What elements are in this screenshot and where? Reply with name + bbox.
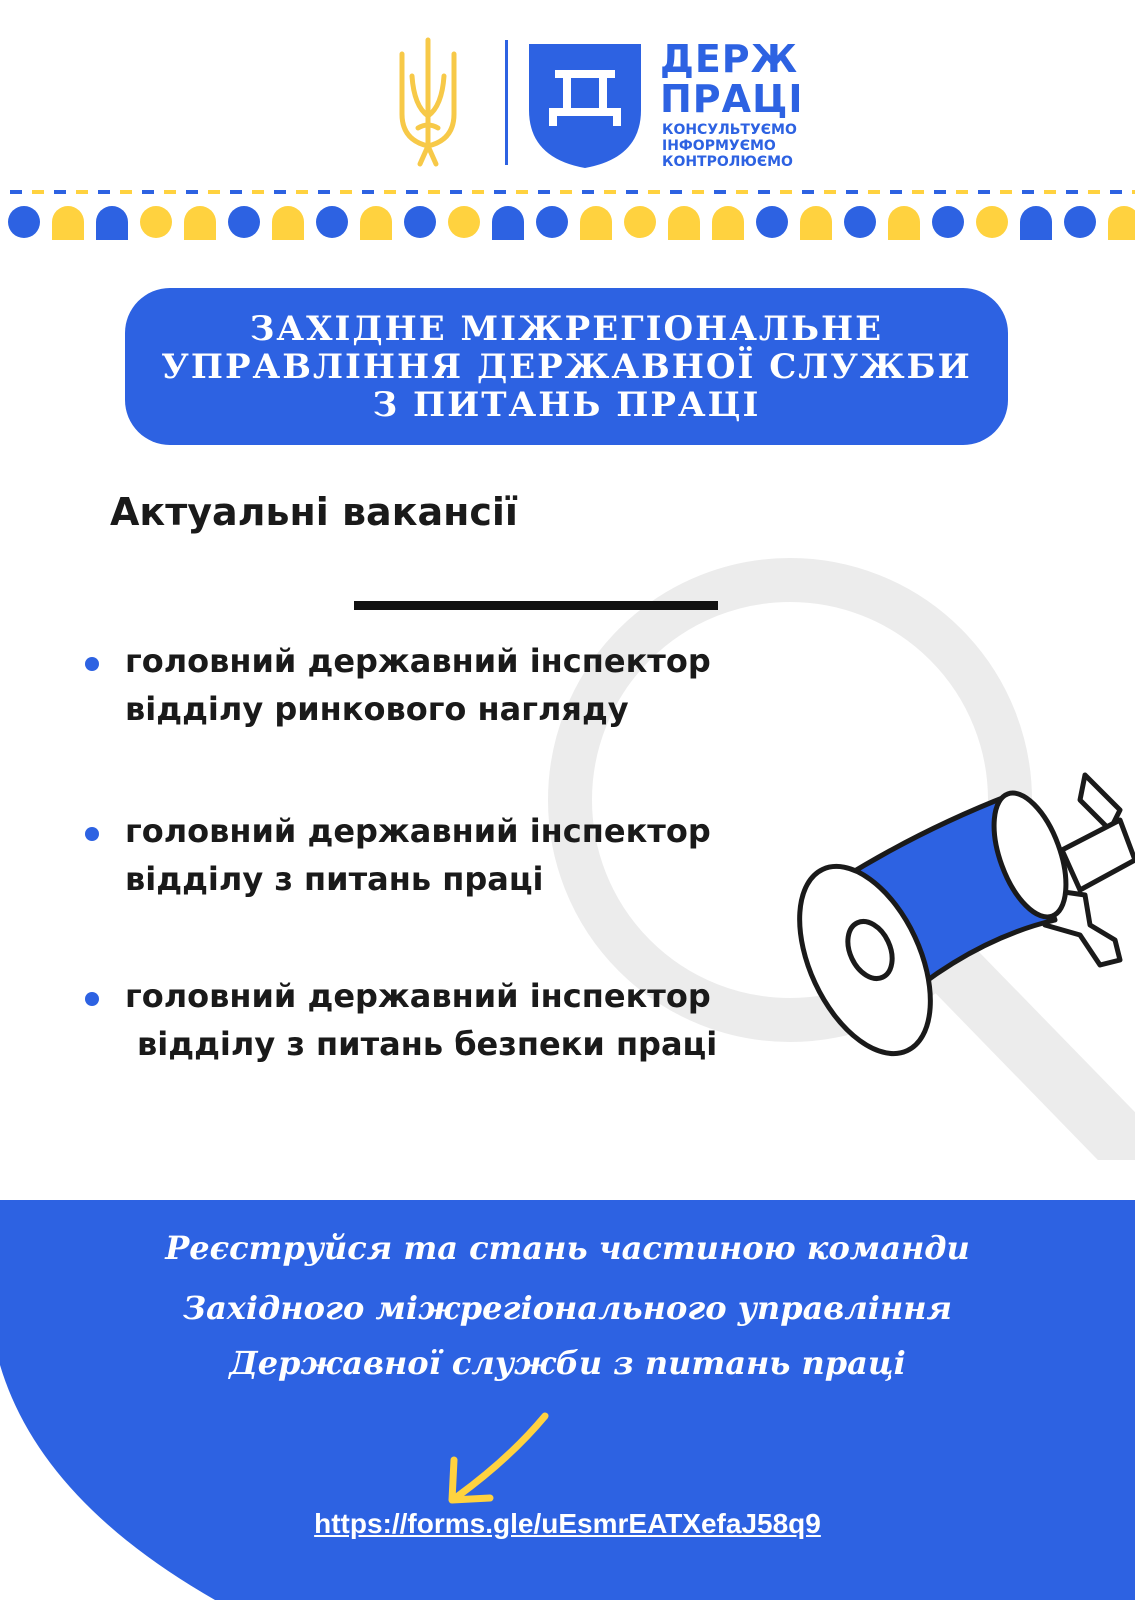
ornament-dash bbox=[10, 190, 22, 194]
ornament-dash bbox=[1000, 190, 1012, 194]
ornament-dash bbox=[494, 190, 506, 194]
ornament-dash bbox=[890, 190, 902, 194]
slogan-line: ІНФОРМУЄМО bbox=[662, 138, 776, 154]
ornament-dash bbox=[450, 190, 462, 194]
ornament-dash bbox=[824, 190, 836, 194]
ornament-shape bbox=[492, 206, 524, 240]
ornament-shape bbox=[1020, 206, 1052, 240]
ornament-dash bbox=[780, 190, 792, 194]
arrow-down-left-icon bbox=[440, 1408, 560, 1508]
ornament-dash bbox=[802, 190, 814, 194]
title-line: З ПИТАНЬ ПРАЦІ bbox=[372, 384, 761, 425]
ornament-dash bbox=[846, 190, 858, 194]
ornament-shape bbox=[536, 206, 568, 238]
ornament-shape bbox=[712, 206, 744, 240]
ornament-dash bbox=[362, 190, 374, 194]
vacancy-title: головний державний інспектор bbox=[125, 642, 711, 680]
ornament-dash bbox=[208, 190, 220, 194]
vacancy-department: відділу з питань праці bbox=[125, 860, 544, 898]
bullet-dot-icon bbox=[85, 657, 99, 671]
brand-name-line-1: ДЕРЖ bbox=[660, 37, 799, 81]
ornament-dash bbox=[648, 190, 660, 194]
title-banner bbox=[125, 288, 1008, 445]
ornament-shape bbox=[800, 206, 832, 240]
ornament-dash bbox=[692, 190, 704, 194]
subtitle: Актуальні вакансії bbox=[110, 490, 518, 534]
ornament-dash bbox=[1088, 190, 1100, 194]
ornament-dash bbox=[274, 190, 286, 194]
ornament-shape bbox=[1064, 206, 1096, 238]
ornament-dash bbox=[868, 190, 880, 194]
ornament-shape bbox=[272, 206, 304, 240]
ornament-shape bbox=[404, 206, 436, 238]
brand-name-line-2: ПРАЦІ bbox=[660, 77, 804, 121]
ornament-dash bbox=[472, 190, 484, 194]
bullet-dot-icon bbox=[85, 992, 99, 1006]
ornament-dash bbox=[758, 190, 770, 194]
title-line: ЗАХІДНЕ МІЖРЕГІОНАЛЬНЕ bbox=[249, 308, 884, 349]
ornament-dash bbox=[406, 190, 418, 194]
vacancy-department: відділу з питань безпеки праці bbox=[137, 1025, 718, 1063]
ornament-shape bbox=[316, 206, 348, 238]
ornament-dash bbox=[978, 190, 990, 194]
vacancy-department: відділу ринкового нагляду bbox=[125, 690, 629, 728]
slogan-line: КОНСУЛЬТУЄМО bbox=[662, 122, 797, 138]
ornament-dash bbox=[142, 190, 154, 194]
ornament-shape bbox=[756, 206, 788, 238]
ornament-dash bbox=[736, 190, 748, 194]
megaphone-icon bbox=[780, 760, 1135, 1090]
ornament-dash bbox=[98, 190, 110, 194]
ornament-dash bbox=[934, 190, 946, 194]
ornament-dash bbox=[120, 190, 132, 194]
ornament-shape bbox=[844, 206, 876, 238]
ornament-dash bbox=[956, 190, 968, 194]
ornament-shape bbox=[580, 206, 612, 240]
ornament-dash bbox=[296, 190, 308, 194]
ornament-shape bbox=[668, 206, 700, 240]
vacancy-title: головний державний інспектор bbox=[125, 812, 711, 850]
ornament-shape bbox=[96, 206, 128, 240]
slogan-line: КОНТРОЛЮЄМО bbox=[662, 154, 793, 170]
ornament-dash bbox=[516, 190, 528, 194]
ornament-dash bbox=[560, 190, 572, 194]
subtitle-underline bbox=[354, 601, 718, 610]
cta-line: Реєструйся та стань частиною команди bbox=[165, 1229, 970, 1267]
ornament-dash bbox=[318, 190, 330, 194]
registration-form-link[interactable]: https://forms.gle/uEsmrEATXefaJ58q9 bbox=[314, 1508, 821, 1539]
ornament-shape bbox=[228, 206, 260, 238]
ornament-shape bbox=[52, 206, 84, 240]
ornament-dash bbox=[538, 190, 550, 194]
ornament-dash bbox=[428, 190, 440, 194]
ornament-shape bbox=[976, 206, 1008, 238]
ornament-shape bbox=[1108, 206, 1135, 240]
ornament-dash bbox=[164, 190, 176, 194]
ornament-dash bbox=[340, 190, 352, 194]
ornament-dash bbox=[670, 190, 682, 194]
ornament-dash bbox=[1044, 190, 1056, 194]
ornament-dash bbox=[912, 190, 924, 194]
ornament-dash bbox=[1066, 190, 1078, 194]
title-line: УПРАВЛІННЯ ДЕРЖАВНОЇ СЛУЖБИ bbox=[161, 346, 972, 387]
logo-divider bbox=[505, 40, 508, 165]
ornament-shape bbox=[140, 206, 172, 238]
ornament-dash bbox=[230, 190, 242, 194]
bullet-dot-icon bbox=[85, 827, 99, 841]
ornament-dash bbox=[1110, 190, 1122, 194]
ornament-shape bbox=[888, 206, 920, 240]
ornament-dash bbox=[604, 190, 616, 194]
ornament-dash bbox=[32, 190, 44, 194]
ornament-pattern bbox=[0, 190, 1135, 260]
vacancy-title: головний державний інспектор bbox=[125, 977, 711, 1015]
ornament-dash bbox=[1022, 190, 1034, 194]
ornament-dash bbox=[76, 190, 88, 194]
ornament-shape bbox=[448, 206, 480, 238]
ornament-dash bbox=[714, 190, 726, 194]
ornament-dash bbox=[186, 190, 198, 194]
ornament-shape bbox=[184, 206, 216, 240]
ornament-shape bbox=[8, 206, 40, 238]
ornament-shape bbox=[932, 206, 964, 238]
ornament-dash bbox=[582, 190, 594, 194]
ornament-dash bbox=[626, 190, 638, 194]
shield-logo-icon bbox=[525, 40, 645, 170]
ornament-dash bbox=[384, 190, 396, 194]
cta-line: Західного міжрегіонального управління bbox=[182, 1289, 953, 1327]
ornament-shape bbox=[624, 206, 656, 238]
trident-emblem-icon bbox=[396, 36, 460, 172]
ornament-shape bbox=[360, 206, 392, 240]
ornament-dash bbox=[54, 190, 66, 194]
ornament-dash bbox=[252, 190, 264, 194]
cta-line: Державної служби з питань праці bbox=[229, 1344, 906, 1382]
